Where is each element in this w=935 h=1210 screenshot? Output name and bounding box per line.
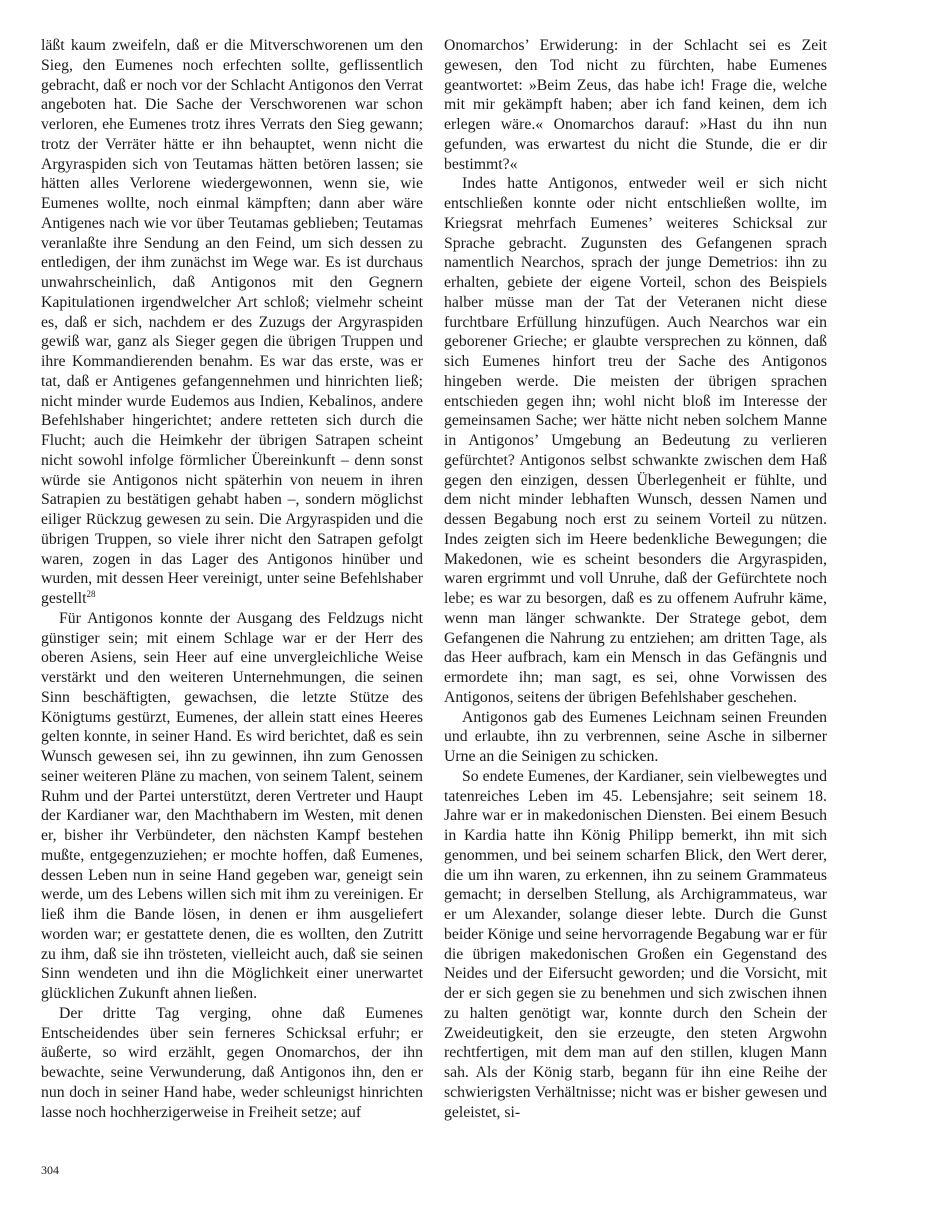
paragraph: Indes hatte Antigonos, entweder weil er sich nicht entschließen konnte oder nicht entschließen wollte, im Kriegsrat mehrfach Eumenes’ weiteres Schicksal zur Sprache gebracht. Zugunsten des Gefangenen sprach namentlich Nearchos, sprach der junge Demetrios: ihn zu erhalten, gebiete der eigene Vorteil, schon des Beispiels halber müsse man der Tat der Veteranen nicht diese furchtbare Erfüllung hinzufügen. Auch Nearchos war ein geborener Grieche; er glaubte versprechen zu können, daß sich Eumenes hinfort treu der Sache des Antigonos hingeben werde. Die meisten der übrigen sprachen entschieden gegen ihn; wohl nicht bloß im Interesse der gemeinsamen Sache; wer hätte nicht neben solchem Manne in Antigonos’ Umgebung an Bedeutung zu verlieren gefürchtet? Antigonos selbst schwankte zwischen dem Haß gegen den einzigen, dessen Überlegenheit er fühlte, und dem nicht minder lebhaften Wunsch, dessen Namen und dessen Begabung noch erst zu seinem Vorteil zu nützen. Indes zeigten sich im Heere bedenkliche Bewegungen; die Makedonen, wie es scheint besonders die Argyraspiden, waren ergrimmt und voll Unruhe, daß der Gefürchtete noch lebe; es war zu besorgen, daß es zu offenem Aufruhr käme, wenn man länger schwankte. Der Stratege gebot, dem Gefangenen die Nahrung zu entziehen; am dritten Tage, als das Heer aufbrach, kam ein Mensch in das Gefängnis und ermordete ihn; man sagt, es sei, ohne Vorwissen des Antigonos, seitens der übrigen Befehlshaber geschehen. [444,175,827,706]
paragraph: Onomarchos’ Erwiderung: in der Schlacht sei es Zeit gewesen, den Tod nicht zu fürchten, habe Eumenes geantwortet: »Beim Zeus, das habe ich! Frage die, welche mit mir gekämpft haben; aber ich fand keinen, dem ich erlegen wäre.« Onomarchos darauf: »Hast du ihn nun gefunden, was erwartest du nicht die Stunde, die er dir bestimmt?« [444,37,827,173]
paragraph [41,36,423,609]
paragraph: So endete Eumenes, der Kardianer, sein vielbewegtes und tatenreiches Leben im 45. Lebensjahre; seit seinem 18. Jahre war er in makedonischen Diensten. Bei einem Besuch in Kardia hatte ihn König Philipp bemerkt, ihn mit sich genommen, und bei seinem scharfen Blick, den Wert derer, die um ihn waren, zu erkennen, ihn zu seinem Grammateus gemacht; in derselben Stellung, als Archigrammateus, war er um Alexander, solange dieser lebte. Durch die Gunst beider Könige und seine hervorragende Begabung war er für die übrigen makedonischen Großen ein Gegenstand des Neides und der Eifersucht geworden; und die Vorsicht, mit der er sich gegen sie zu benehmen und sich zwischen ihnen zu halten genötigt war, konnte durch den Schein der Zweideutigkeit, den sie erzeugte, den steten Argwohn rechtfertigen, mit dem man auf den stillen, klugen Mann sah. Als der König starb, begann für ihn eine Reihe der schwierigsten Verhältnisse; nicht was er bisher gewesen und geleistet, si- [444,767,827,1121]
paragraph-text: läßt kaum zweifeln, daß er die Mitverschworenen um den Sieg, den Eumenes noch erfechten sollte, geflissentlich gebracht, daß er noch vor der Schlacht Antigonos den Verrat angeboten hat. Die Sache der Verschworenen war schon verloren, ehe Eumenes trotz ihres Verrats den Sieg gewann; trotz der Verräter hätte er ihn behauptet, wenn nicht die Argyraspiden sich von Teutamas hätten betören lassen; sie hätten alles Verlorene wiedergewonnen, wenn sie, wie Eumenes wollte, noch einmal kämpften; dann aber wäre Antigenes nach wie vor über Teutamas geblieben; Teutamas veranlaßte ihre Sendung an den Feind, um sich dessen zu entledigen, der ihm zunächst im Wege war. Es ist durchaus unwahrscheinlich, daß Antigonos mit den Gegnern Kapitulationen irgendwelcher Art schloß; vielmehr scheint es, daß er sich, nachdem er des Zuzugs der Argyraspiden gewiß war, ganz als Sieger gegen die übrigen Truppen und ihre Kommandierenden benahm. Es war das erste, was er tat, daß er Antigenes gefangennehmen und hinrichten ließ; nicht minder wurde Eudemos aus Indien, Kebalinos, andere Befehlshaber hingerichtet; andere retteten sich durch die Flucht; auch die Heimkehr der übrigen Satrapen scheint nicht sowohl infolge förmlicher Übereinkunft – denn sonst würde sie Antigonos nicht späterhin von neuem in ihren Satrapien zu bestätigen gehabt haben –, sondern möglichst eiliger Rückzug gewesen zu sein. Die Argyraspiden und die übrigen Truppen, so viele ihrer nicht den Satrapen gefolgt waren, zogen in das Lager des Antigonos hinüber und wurden, mit dessen Heer vereinigt, unter seine Befehlshaber gestellt [41,37,423,607]
right-column [444,36,827,1156]
paragraph: Der dritte Tag verging, ohne daß Eumenes Entscheidendes über sein ferneres Schicksal erfuhr; er äußerte, so wird erzählt, gegen Onomarchos, der ihn bewachte, seine Verwunderung, daß Antigonos ihn, den er nun doch in seiner Hand habe, weder schleunigst hinrichten lasse noch hochherzigerweise in Freiheit setze; auf [41,1004,423,1121]
footnote-reference[interactable]: 28 [86,589,96,599]
paragraph: Für Antigonos konnte der Ausgang des Feldzugs nicht günstiger sein; mit einem Schlage war er der Herr des oberen Asiens, sein Heer auf eine unvergleichliche Weise verstärkt und den weiteren Unternehmungen, die seinen Sinn beschäftigten, gewachsen, die letzte Stütze des Königtums gestürzt, Eumenes, der allein statt eines Heeres gelten konnte, in seiner Hand. Es wird berichtet, daß es sein Wunsch gewesen sei, ihn zu gewinnen, ihn zum Genossen seiner weiteren Pläne zu machen, von seinem Talent, seinem Ruhm und der Partei unterstützt, deren Vertreter und Haupt der Kardianer war, den Machthabern im Westen, mit denen er, bisher ihr Verbündeter, den nächsten Kampf bestehen mußte, entgegenzuziehen; er mochte hoffen, daß Eumenes, dessen Leben nun in seine Hand gegeben war, geneigt sein werde, um des Lebens willen sich mit ihm zu vereinigen. Er ließ ihm die Bande lösen, in denen er ihm ausgeliefert worden war; er gestattete denen, die es wollten, den Zutritt zu ihm, daß sie ihn trösteten, vielleicht auch, daß sie seinen Sinn wendeten und ihn die Möglichkeit einer unerwartet glücklichen Zukunft ahnen ließen. [41,609,423,1002]
left-column [41,36,423,1156]
paragraph: Antigonos gab des Eumenes Leichnam seinen Freunden und erlaubte, ihn zu verbrennen, seine Asche in silberner Urne an die Seinigen zu schicken. [444,708,827,765]
page-number: 304 [41,1163,59,1177]
